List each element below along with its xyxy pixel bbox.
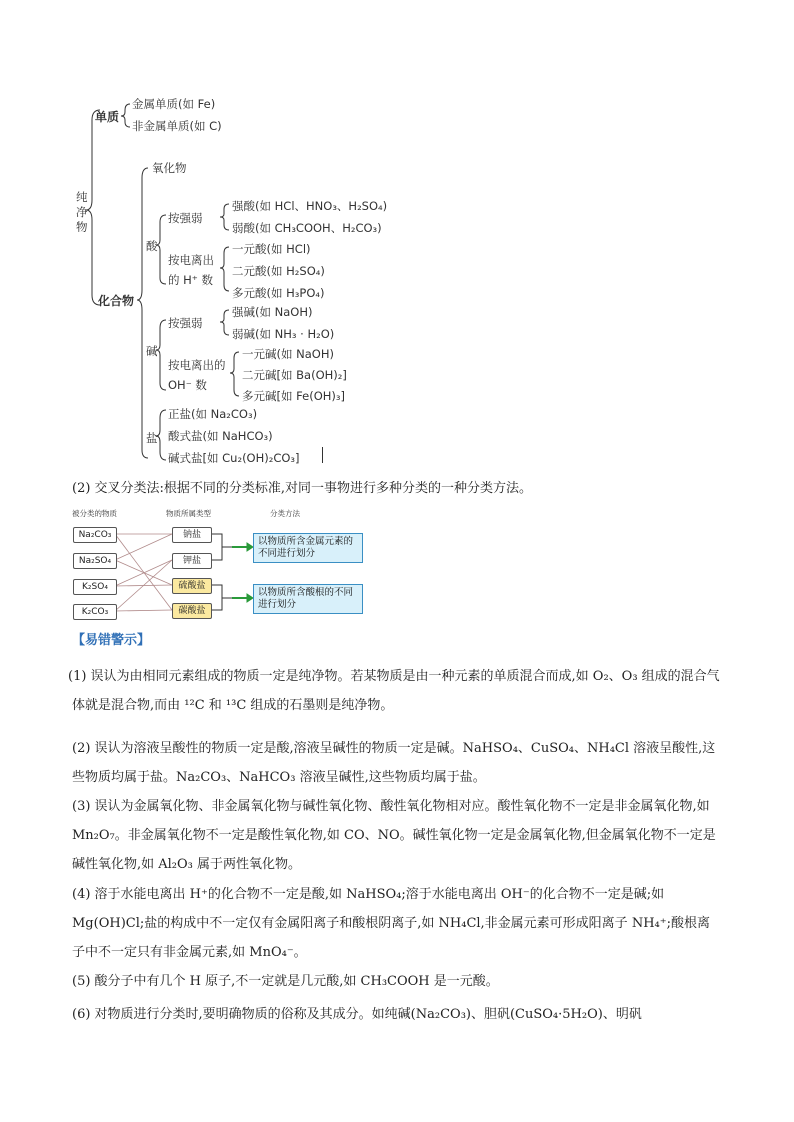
oxide-label: 氧化物 [152,161,187,175]
acid-by-strength: 按强弱 [168,211,203,225]
metal-element: 金属单质(如 Fe) [132,97,216,111]
base-by-oh-1: 按电离出的 [168,358,226,372]
warning-title: 【易错警示】 [72,633,151,648]
cross-header-substance: 被分类的物质 [72,509,117,518]
type-box: 硫酸盐 [172,578,212,594]
danzhi-label: 单质 [95,110,120,124]
normal-salt: 正盐(如 Na₂CO₃) [168,407,258,421]
acid-by-h-1: 按电离出 [168,253,214,267]
weak-acid: 弱酸(如 CH₃COOH、H₂CO₃) [232,221,382,235]
cross-header-method: 分类方法 [270,509,300,518]
compound-label: 化合物 [98,294,135,308]
base-by-strength: 按强弱 [168,316,203,330]
salt-label: 盐 [146,431,158,445]
substance-box: K₂CO₃ [73,604,117,620]
warning-item-4: (4) 溶于水能电离出 H⁺的化合物不一定是酸,如 NaHSO₄;溶于水能电离出 OH⁻的化合物不一定是碱;如 Mg(OH)Cl;盐的构成中不一定仅有金属阳离子和酸根阴离子,如 NH₄Cl,非金属元素可形成阳离子 NH₄⁺;酸根离子中不一定只有非金属元素,如 MnO₄⁻。 [72,887,710,960]
mono-acid: 一元酸(如 HCl) [232,242,311,256]
warning-item-2: (2) 误认为溶液呈酸性的物质一定是酸,溶液呈碱性的物质一定是碱。NaHSO₄、CuSO₄、NH₄Cl 溶液呈酸性,这些物质均属于盐。Na₂CO₃、NaHCO₃ 溶液呈碱性,这些物质均属于盐。 [72,741,716,785]
strong-acid: 强酸(如 HCl、HNO₃、H₂SO₄) [232,199,388,213]
warning-item-5: (5) 酸分子中有几个 H 原子,不一定就是几元酸,如 CH₃COOH 是一元酸。 [72,974,499,989]
warning-item-3: (3) 误认为金属氧化物、非金属氧化物与碱性氧化物、酸性氧化物相对应。酸性氧化物不一定是非金属氧化物,如 Mn₂O₇。非金属氧化物不一定是酸性氧化物,如 CO、NO。碱性氧化物一定是金属氧化物,但金属氧化物不一定是碱性氧化物,如 Al₂O₃ 属于两性氧化物。 [72,799,716,872]
method-box-metal: 以物质所含金属元素的不同进行划分 [253,533,363,563]
type-box: 钠盐 [172,527,212,543]
substance-box: Na₂CO₃ [73,527,117,543]
warning-item-1: (1) 误认为由相同元素组成的物质一定是纯净物。若某物质是由一种元素的单质混合而成,如 O₂、O₃ 组成的混合气体就是混合物,而由 ¹²C 和 ¹³C 组成的石墨则是纯净物。 [68,669,720,713]
method-box-acid-radical: 以物质所含酸根的不同进行划分 [253,584,363,614]
cross-header-type: 物质所属类型 [166,509,211,518]
base-label: 碱 [146,344,158,358]
substance-box: Na₂SO₄ [73,553,117,569]
acid-label: 酸 [146,239,158,253]
base-by-oh-2: OH⁻ 数 [168,378,207,392]
poly-acid: 多元酸(如 H₃PO₄) [232,286,325,300]
acid-salt: 酸式盐(如 NaHCO₃) [168,429,273,443]
di-base: 二元碱[如 Ba(OH)₂] [242,368,347,382]
root-label: 纯净物 [76,190,88,234]
basic-salt: 碱式盐[如 Cu₂(OH)₂CO₃] [168,451,300,465]
type-box: 钾盐 [172,553,212,569]
strong-base: 强碱(如 NaOH) [232,305,313,319]
mono-base: 一元碱(如 NaOH) [242,347,334,361]
poly-base: 多元碱[如 Fe(OH)₃] [242,389,345,403]
acid-by-h-2: 的 H⁺ 数 [168,273,214,287]
nonmetal-element: 非金属单质(如 C) [132,119,222,133]
type-box: 碳酸盐 [172,603,212,619]
substance-box: K₂SO₄ [73,579,117,595]
di-acid: 二元酸(如 H₂SO₄) [232,264,325,278]
weak-base: 弱碱(如 NH₃ · H₂O) [232,327,335,341]
warning-item-6: (6) 对物质进行分类时,要明确物质的俗称及其成分。如纯碱(Na₂CO₃)、胆矾(CuSO₄·5H₂O)、明矾 [72,1007,642,1022]
cross-intro: (2) 交叉分类法:根据不同的分类标准,对同一事物进行多种分类的一种分类方法。 [72,481,533,496]
